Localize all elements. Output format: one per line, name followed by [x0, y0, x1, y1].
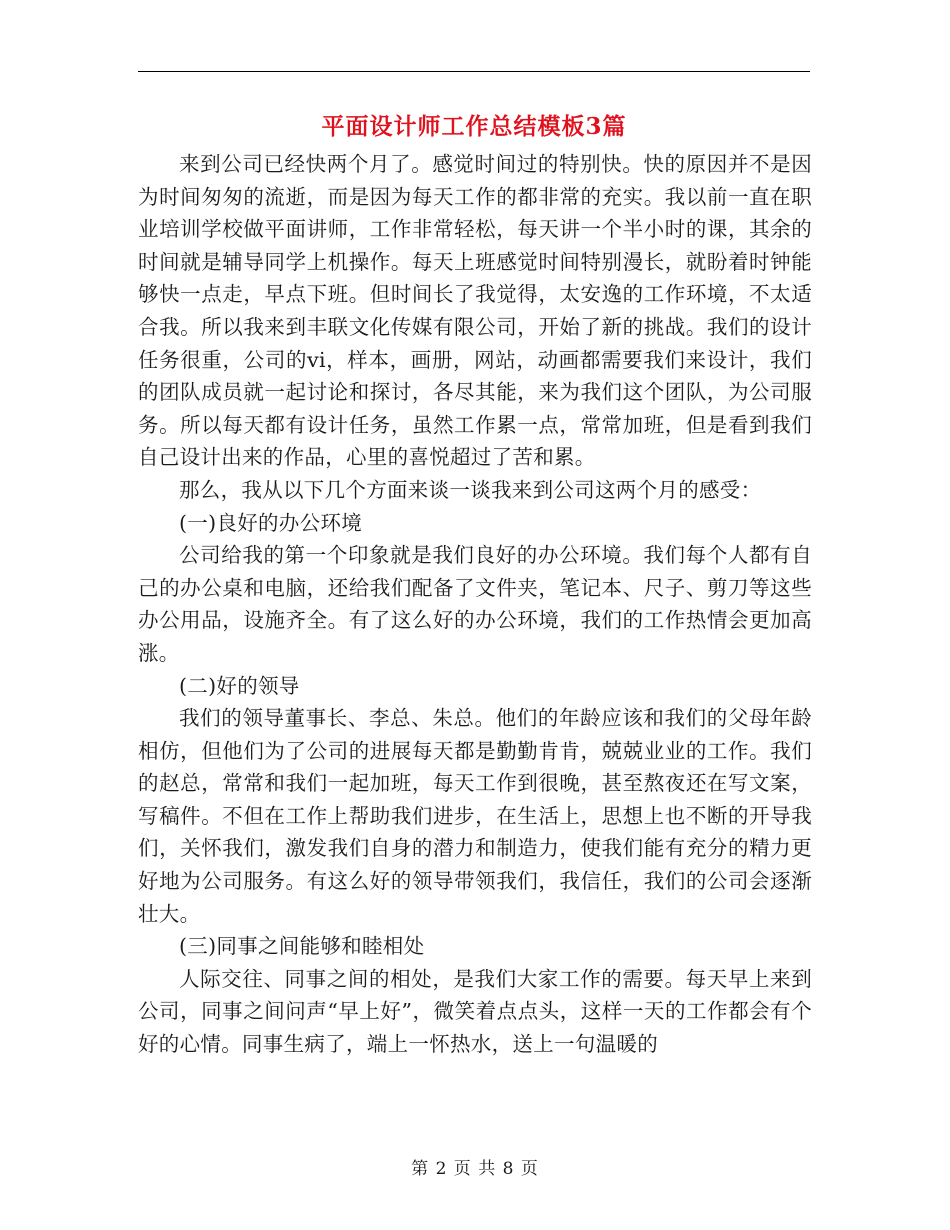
- document-title: 平面设计师工作总结模板3篇: [321, 113, 627, 140]
- paragraph-colleagues: 人际交往、同事之间的相处，是我们大家工作的需要。每天早上来到公司，同事之间问声“早上好”，微笑着点点头，这样一天的工作都会有个好的心情。同事生病了，端上一怀热水，送上一句温暖的: [138, 966, 812, 1057]
- paragraph-lead-in: 那么，我从以下几个方面来谈一谈我来到公司这两个月的感受：: [179, 477, 762, 502]
- section-heading-colleagues: (三)同事之间能够和睦相处: [179, 934, 425, 959]
- page-footer: 第 2 页 共 8 页: [411, 1159, 539, 1179]
- paragraph-leadership: 我们的领导董事长、李总、朱总。他们的年龄应该和我们的父母年龄相仿，但他们为了公司的进展每天都是勤勤肯肯，兢兢业业的工作。我们的赵总，常常和我们一起加班，每天工作到很晚，甚至熬夜还在写文案，写稿件。不但在工作上帮助我们进步，在生活上，思想上也不断的开导我们，关怀我们，激发我们自身的潜力和制造力，使我们能有充分的精力更好地为公司服务。有这么好的领导带领我们，我信任，我们的公司会逐渐壮大。: [138, 706, 812, 926]
- paragraph-environment: 公司给我的第一个印象就是我们良好的办公环境。我们每个人都有自己的办公桌和电脑，还给我们配备了文件夹，笔记本、尺子、剪刀等这些办公用品，设施齐全。有了这么好的办公环境，我们的工作热情会更加高涨。: [138, 543, 812, 665]
- section-heading-environment: (一)良好的办公环境: [179, 510, 362, 535]
- header-rule: [138, 71, 810, 72]
- paragraph-intro: 来到公司已经快两个月了。感觉时间过的特别快。快的原因并不是因为时间匆匆的流逝，而是因为每天工作的都非常的充实。我以前一直在职业培训学校做平面讲师，工作非常轻松，每天讲一个半小时的课，其余的时间就是辅导同学上机操作。每天上班感觉时间特别漫长，就盼着时钟能够快一点走，早点下班。但时间长了我觉得，太安逸的工作环境，不太适合我。所以我来到丰联文化传媒有限公司，开始了新的挑战。我们的设计任务很重，公司的vi，样本，画册，网站，动画都需要我们来设计，我们的团队成员就一起讨论和探讨，各尽其能，来为我们这个团队，为公司服务。所以每天都有设计任务，虽然工作累一点，常常加班，但是看到我们自己设计出来的作品，心里的喜悦超过了苦和累。: [138, 152, 812, 470]
- section-heading-leadership: (二)好的领导: [179, 673, 300, 698]
- document-body: [138, 148, 812, 1061]
